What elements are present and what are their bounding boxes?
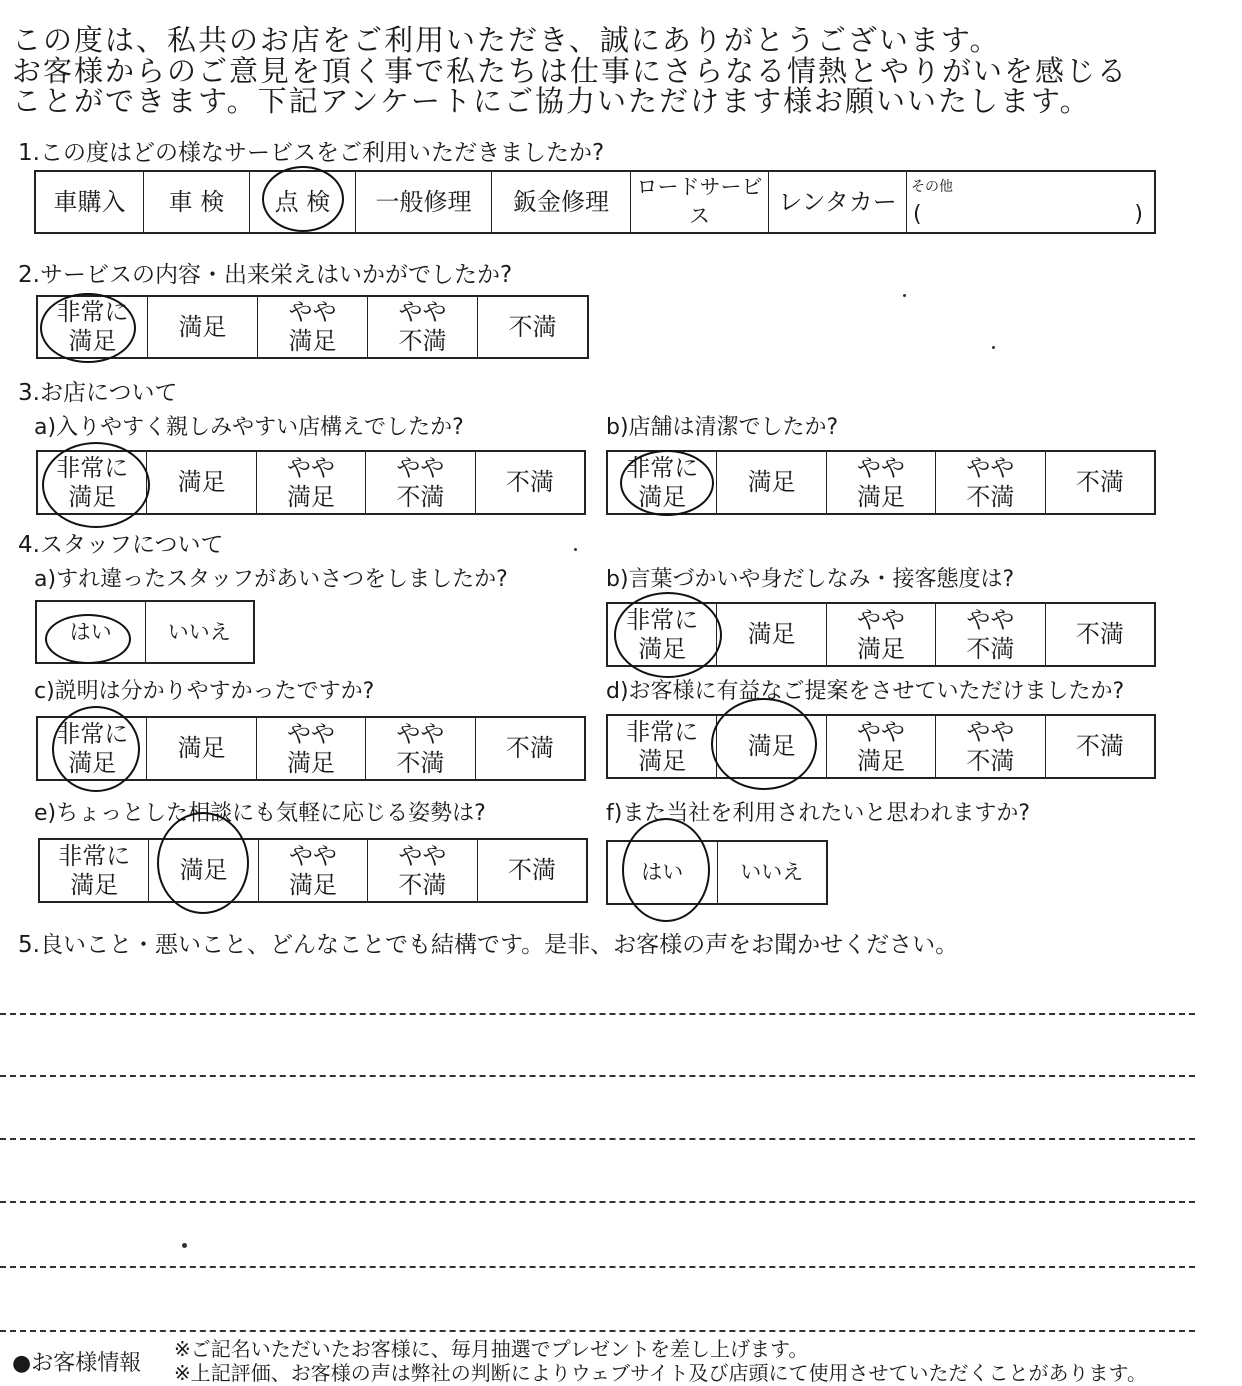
q4e-option-dissatisfied[interactable]: 不満 xyxy=(507,856,556,884)
stray-mark xyxy=(182,1243,187,1248)
q1-option-inspection[interactable]: 点 検 xyxy=(250,172,356,232)
q1-option-road-service[interactable]: ロードサービス xyxy=(631,172,769,232)
q3a-option-somewhat-satisfied[interactable]: やや 満足 xyxy=(257,452,366,513)
q2-option-somewhat-dissatisfied[interactable]: やや 不満 xyxy=(368,297,478,357)
q4c-option-somewhat-dissatisfied[interactable]: やや 不満 xyxy=(366,718,475,779)
q4c-label: c)説明は分かりやすかったですか? xyxy=(34,679,375,704)
q4b-label: b)言葉づかいや身だしなみ・接客態度は? xyxy=(606,567,1015,592)
q1-option-rental-car[interactable]: レンタカー xyxy=(769,172,907,232)
q1-options xyxy=(34,170,1156,234)
q4c-option-somewhat-satisfied[interactable]: やや 満足 xyxy=(257,718,366,779)
comment-line-1[interactable] xyxy=(0,1013,1195,1015)
q1-option-general-repair[interactable]: 一般修理 xyxy=(356,172,492,232)
q3a-label: a)入りやすく親しみやすい店構えでしたか? xyxy=(34,415,464,440)
footer-note-2: ※上記評価、お客様の声は弊社の判断によりウェブサイト及び店頭にて使用させていただくことがあります。 xyxy=(174,1361,1147,1385)
q4c-option-dissatisfied[interactable]: 不満 xyxy=(505,734,554,762)
footer-note-1: ※ご記名いただいたお客様に、毎月抽選でプレゼントを差し上げます。 xyxy=(174,1337,809,1361)
q4-title: 4.スタッフについて xyxy=(18,532,224,558)
q3a-option-dissatisfied[interactable]: 不満 xyxy=(505,468,554,496)
stray-mark xyxy=(903,294,906,297)
q1-option-shaken[interactable]: 車 検 xyxy=(144,172,250,232)
q4b-option-satisfied[interactable]: 満足 xyxy=(717,604,826,665)
q4e-option-satisfied[interactable]: 満足 xyxy=(149,840,258,901)
q5-title: 5.良いこと・悪いこと、どんなことでも結構です。是非、お客様の声をお聞かせください。 xyxy=(18,932,959,958)
q2-option-dissatisfied[interactable]: 不満 xyxy=(508,312,557,341)
q2-option-somewhat-satisfied[interactable]: やや 満足 xyxy=(258,297,368,357)
stray-mark xyxy=(992,346,995,349)
q4c-option-very-satisfied[interactable]: 非常に 満足 xyxy=(38,718,147,779)
q3b-option-satisfied[interactable]: 満足 xyxy=(717,452,826,513)
q3b-options xyxy=(606,450,1156,515)
q4b-option-somewhat-dissatisfied[interactable]: やや 不満 xyxy=(936,604,1045,665)
q2-title: 2.サービスの内容・出来栄えはいかがでしたか? xyxy=(18,262,513,288)
comment-line-3[interactable] xyxy=(0,1138,1195,1140)
q4d-option-very-satisfied[interactable]: 非常に 満足 xyxy=(608,716,717,777)
q4d-option-dissatisfied[interactable]: 不満 xyxy=(1075,732,1124,760)
q2-options xyxy=(36,295,589,359)
q2-option-very-satisfied[interactable]: 非常に 満足 xyxy=(38,297,148,357)
intro-line-1: この度は、私共のお店をご利用いただき、誠にありがとうございます。 xyxy=(12,23,1001,57)
q4b-options xyxy=(606,602,1156,667)
q4d-option-satisfied[interactable]: 満足 xyxy=(717,716,826,777)
q4f-label: f)また当社を利用されたいと思われますか? xyxy=(606,801,1031,826)
q4b-option-very-satisfied[interactable]: 非常に 満足 xyxy=(608,604,717,665)
q1-option-car-purchase[interactable]: 車購入 xyxy=(36,172,144,232)
q1-option-body-repair[interactable]: 鈑金修理 xyxy=(492,172,631,232)
q4e-option-very-satisfied[interactable]: 非常に 満足 xyxy=(40,840,149,901)
q3a-option-satisfied[interactable]: 満足 xyxy=(147,452,256,513)
q4a-options xyxy=(35,600,255,664)
q3a-options xyxy=(36,450,586,515)
q4e-option-somewhat-satisfied[interactable]: やや 満足 xyxy=(259,840,368,901)
q4e-option-somewhat-dissatisfied[interactable]: やや 不満 xyxy=(368,840,477,901)
q4c-options xyxy=(36,716,586,781)
q4f-option-yes[interactable]: はい xyxy=(608,842,718,903)
q4e-label: e)ちょっとした相談にも気軽に応じる姿勢は? xyxy=(34,801,486,826)
q4d-option-somewhat-dissatisfied[interactable]: やや 不満 xyxy=(936,716,1045,777)
q3b-option-dissatisfied[interactable]: 不満 xyxy=(1075,468,1124,496)
comment-line-4[interactable] xyxy=(0,1201,1195,1203)
q4e-options xyxy=(38,838,588,903)
q4b-option-dissatisfied[interactable]: 不満 xyxy=(1075,620,1124,648)
q4a-option-yes[interactable]: はい xyxy=(37,602,146,662)
q3b-option-somewhat-satisfied[interactable]: やや 満足 xyxy=(827,452,936,513)
q4a-label: a)すれ違ったスタッフがあいさつをしましたか? xyxy=(34,567,508,592)
q3b-option-somewhat-dissatisfied[interactable]: やや 不満 xyxy=(936,452,1045,513)
q4f-option-no[interactable]: いいえ xyxy=(740,860,804,884)
q2-option-satisfied[interactable]: 満足 xyxy=(148,297,258,357)
q4a-option-no[interactable]: いいえ xyxy=(167,619,231,644)
comment-line-6[interactable] xyxy=(0,1330,1195,1332)
q4d-label: d)お客様に有益なご提案をさせていただけましたか? xyxy=(606,679,1125,704)
q1-title: 1.この度はどの様なサービスをご利用いただきましたか? xyxy=(18,140,605,166)
comment-line-2[interactable] xyxy=(0,1075,1195,1077)
intro-line-2: お客様からのご意見を頂く事で私たちは仕事にさらなる情熱とやりがいを感じる xyxy=(12,54,1129,88)
q4d-option-somewhat-satisfied[interactable]: やや 満足 xyxy=(827,716,936,777)
stray-mark xyxy=(574,548,577,551)
comment-line-5[interactable] xyxy=(0,1266,1195,1268)
q3b-label: b)店舗は清潔でしたか? xyxy=(606,415,839,440)
q3a-option-very-satisfied[interactable]: 非常に 満足 xyxy=(38,452,147,513)
q3a-option-somewhat-dissatisfied[interactable]: やや 不満 xyxy=(366,452,475,513)
customer-info-heading: ●お客様情報 xyxy=(12,1351,142,1376)
intro-line-3: ことができます。下記アンケートにご協力いただけます様お願いいたします。 xyxy=(12,84,1091,118)
other-label: その他 xyxy=(911,179,953,195)
q4c-option-satisfied[interactable]: 満足 xyxy=(147,718,256,779)
q4d-options xyxy=(606,714,1156,779)
q4f-options xyxy=(606,840,828,905)
q3b-option-very-satisfied[interactable]: 非常に 満足 xyxy=(608,452,717,513)
q4b-option-somewhat-satisfied[interactable]: やや 満足 xyxy=(827,604,936,665)
q3-title: 3.お店について xyxy=(18,380,178,406)
q1-option-other[interactable]: その他 ( ) xyxy=(907,172,1157,232)
